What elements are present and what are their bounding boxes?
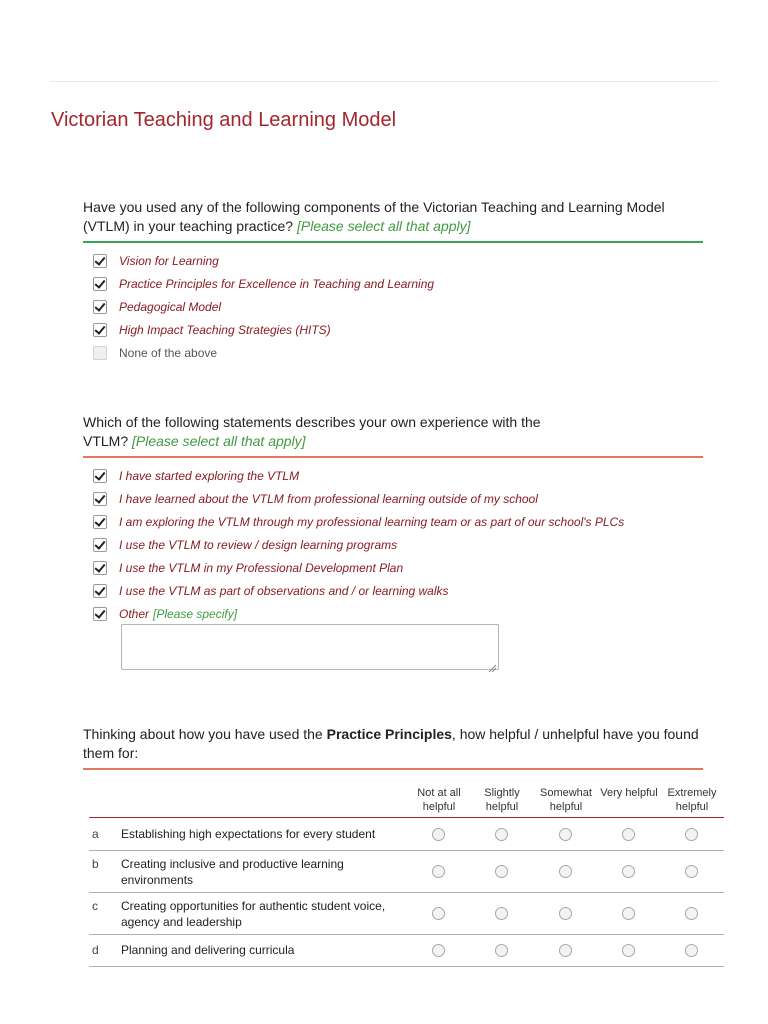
question-1-note: [Please select all that apply] <box>296 218 471 234</box>
q2-option-label: I have started exploring the VTLM <box>119 469 300 483</box>
radio-button[interactable] <box>495 944 508 957</box>
q1-option-none[interactable] <box>93 345 217 361</box>
checkbox-checked-icon[interactable] <box>93 300 107 314</box>
radio-button[interactable] <box>432 907 445 920</box>
q1-option-label: Pedagogical Model <box>119 300 222 314</box>
question-3-divider <box>83 768 703 770</box>
checkbox-checked-icon[interactable] <box>93 607 107 621</box>
q1-option-label: High Impact Teaching Strategies (HITS) <box>119 323 331 337</box>
checkbox-checked-icon[interactable] <box>93 515 107 529</box>
row-letter: d <box>92 943 99 957</box>
radio-button[interactable] <box>685 828 698 841</box>
radio-button[interactable] <box>559 944 572 957</box>
question-2-divider <box>83 456 703 458</box>
radio-button[interactable] <box>685 944 698 957</box>
question-2-text <box>83 413 573 451</box>
checkbox-checked-icon[interactable] <box>93 277 107 291</box>
question-2-note: [Please select all that apply] <box>132 433 306 449</box>
radio-button[interactable] <box>622 907 635 920</box>
row-letter: c <box>92 899 98 913</box>
question-2-prompt: Which of the following statements describes your own experience with the VTLM? <box>83 414 541 449</box>
checkbox-checked-icon[interactable] <box>93 492 107 506</box>
checkbox-unchecked-icon[interactable] <box>93 346 107 360</box>
q2-option-review-design[interactable] <box>93 537 397 553</box>
row-label: Creating opportunities for authentic student voice, agency and leadership <box>121 899 386 929</box>
radio-button[interactable] <box>622 944 635 957</box>
other-specify-textarea[interactable] <box>121 624 499 670</box>
question-3-prompt-end: , how helpful / unhelpful have you found them for: <box>83 726 699 761</box>
radio-button[interactable] <box>559 865 572 878</box>
table-row <box>89 893 724 935</box>
q1-option-hits[interactable] <box>93 322 331 338</box>
checkbox-checked-icon[interactable] <box>93 323 107 337</box>
question-1-text <box>83 198 703 236</box>
q2-option-label: Other <box>119 607 150 621</box>
q2-option-started-exploring[interactable] <box>93 468 299 484</box>
table-row <box>89 819 724 851</box>
radio-button[interactable] <box>432 944 445 957</box>
radio-button[interactable] <box>559 907 572 920</box>
row-label: Establishing high expectations for every student <box>121 827 376 841</box>
q1-option-practice-principles[interactable] <box>93 276 434 292</box>
checkbox-checked-icon[interactable] <box>93 561 107 575</box>
checkbox-checked-icon[interactable] <box>93 254 107 268</box>
checkbox-checked-icon[interactable] <box>93 469 107 483</box>
q2-option-label: I use the VTLM to review / design learning programs <box>119 538 398 552</box>
checkbox-checked-icon[interactable] <box>93 584 107 598</box>
q1-option-label: Practice Principles for Excellence in Teaching and Learning <box>119 277 435 291</box>
column-header-slightly: Slightly helpful <box>484 787 520 813</box>
column-header-not-at-all: Not at all helpful <box>417 787 461 813</box>
radio-button[interactable] <box>685 865 698 878</box>
q2-option-other[interactable] <box>93 606 237 622</box>
resize-grip-icon <box>488 664 496 672</box>
q2-option-pdp[interactable] <box>93 560 403 576</box>
page-title: Victorian Teaching and Learning Model <box>51 109 397 131</box>
q2-option-label: I use the VTLM as part of observations and / or learning walks <box>119 584 449 598</box>
likert-matrix <box>89 780 724 957</box>
question-3-prompt-bold: Practice Principles <box>326 726 452 742</box>
q1-option-label: Vision for Learning <box>119 254 219 268</box>
radio-button[interactable] <box>432 828 445 841</box>
q2-other-note: [Please specify] <box>153 607 238 621</box>
row-label: Creating inclusive and productive learning environments <box>121 857 344 887</box>
radio-button[interactable] <box>622 828 635 841</box>
radio-button[interactable] <box>495 907 508 920</box>
q1-option-vision[interactable] <box>93 253 219 269</box>
q2-option-exploring-plc[interactable] <box>93 514 624 530</box>
question-1-divider <box>83 241 703 243</box>
column-header-very: Very helpful <box>600 787 658 799</box>
resize-handle-icon[interactable] <box>488 659 496 667</box>
question-1-prompt: Have you used any of the following components of the Victorian Teaching and Learning Model (VTLM) in your teaching practice? <box>83 199 665 234</box>
radio-button[interactable] <box>432 865 445 878</box>
top-divider <box>50 81 718 82</box>
radio-button[interactable] <box>559 828 572 841</box>
row-label: Planning and delivering curricula <box>121 943 295 957</box>
radio-button[interactable] <box>685 907 698 920</box>
radio-button[interactable] <box>495 865 508 878</box>
q2-option-label: I use the VTLM in my Professional Development Plan <box>119 561 404 575</box>
q1-option-label: None of the above <box>119 346 218 360</box>
column-header-extremely: Extremely helpful <box>667 787 717 813</box>
radio-button[interactable] <box>622 865 635 878</box>
column-header-somewhat: Somewhat helpful <box>540 787 592 813</box>
question-3-prompt-start: Thinking about how you have used the <box>83 726 327 742</box>
question-3-text <box>83 725 703 763</box>
checkbox-checked-icon[interactable] <box>93 538 107 552</box>
radio-button[interactable] <box>495 828 508 841</box>
table-row <box>89 851 724 893</box>
matrix-header-divider <box>89 817 724 818</box>
matrix-header <box>89 780 724 817</box>
row-letter: b <box>92 857 99 871</box>
q2-option-label: I have learned about the VTLM from professional learning outside of my school <box>119 492 538 506</box>
row-letter: a <box>92 827 99 841</box>
q2-option-label: I am exploring the VTLM through my professional learning team or as part of our school's PLCs <box>119 515 625 529</box>
q2-option-observations[interactable] <box>93 583 449 599</box>
q1-option-pedagogical-model[interactable] <box>93 299 221 315</box>
table-row <box>89 935 724 967</box>
q2-option-learned-outside[interactable] <box>93 491 538 507</box>
